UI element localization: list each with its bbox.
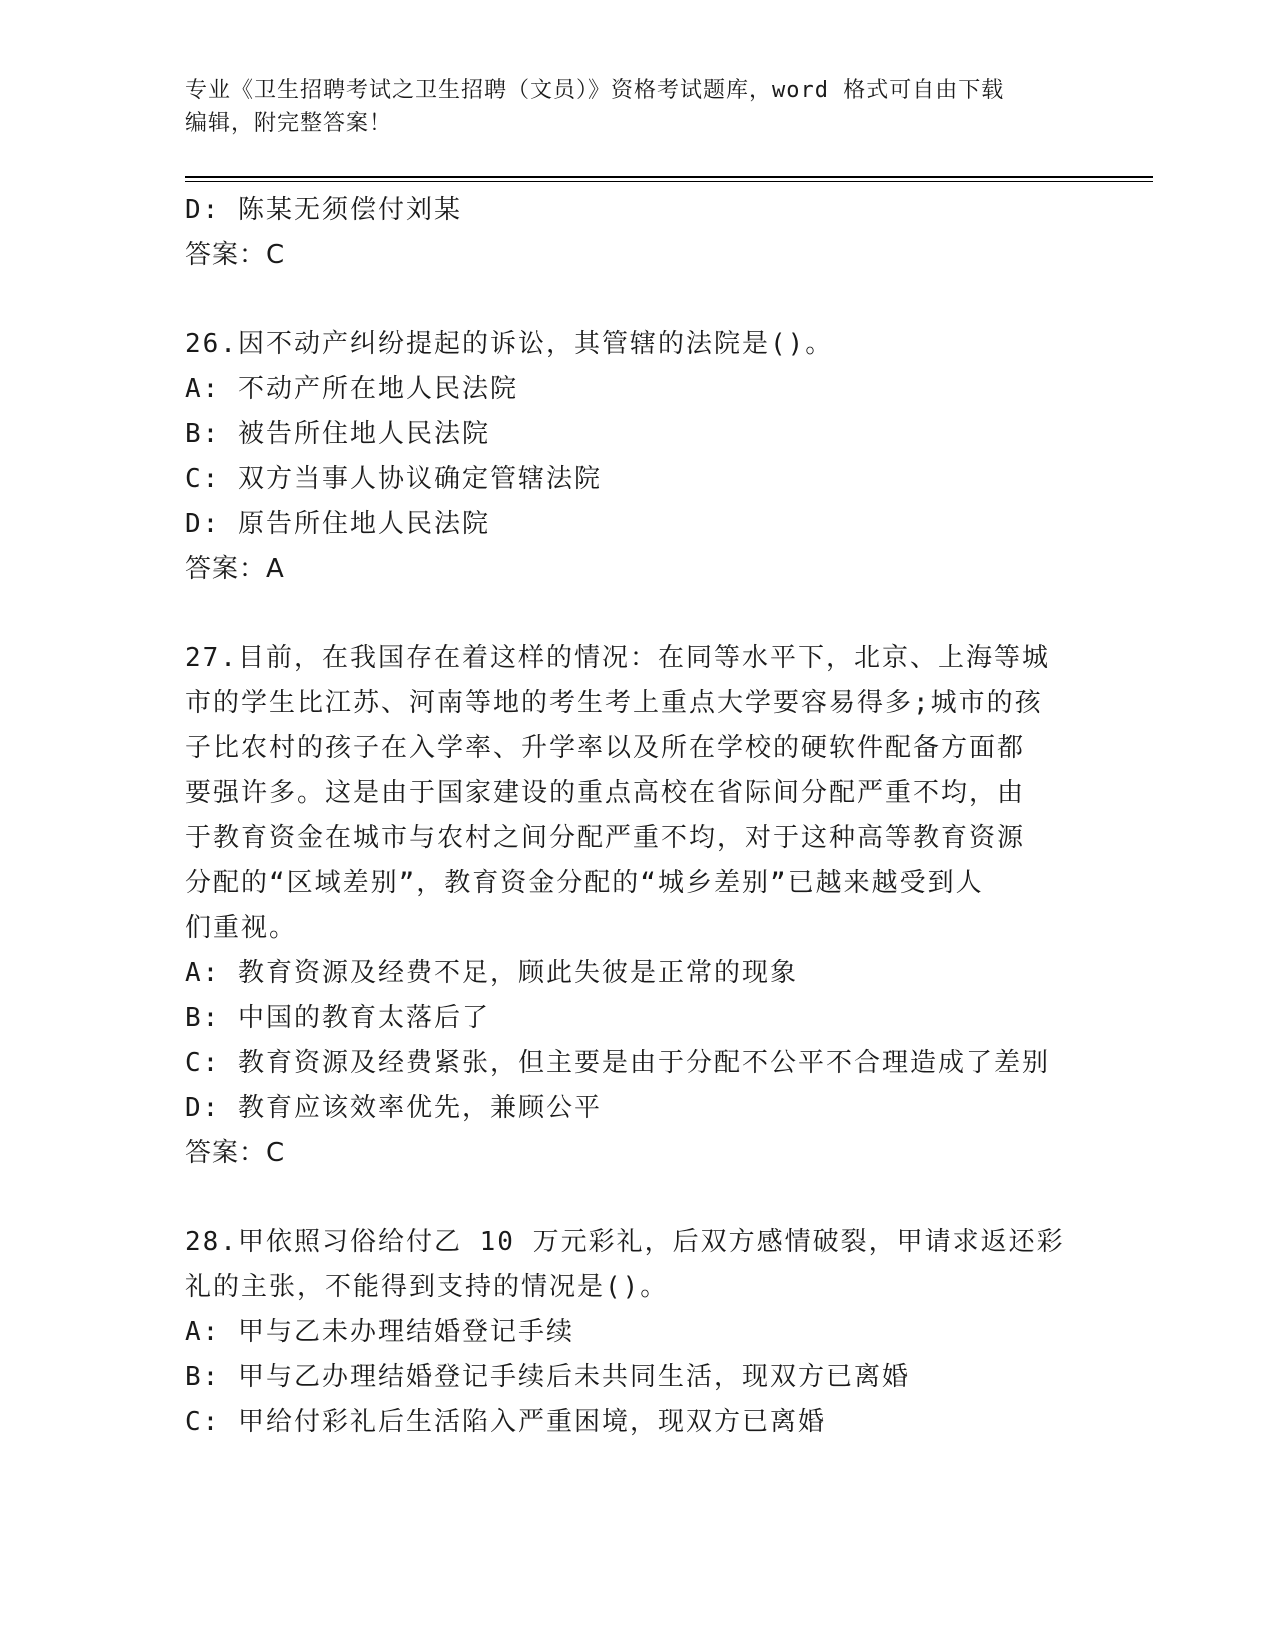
document-header: [185, 74, 1065, 140]
stem-line: 于教育资金在城市与农村之间分配严重不均，对于这种高等教育资源: [185, 823, 1026, 853]
spacer: [185, 592, 1085, 636]
option-b: B: 甲与乙办理结婚登记手续后未共同生活，现双方已离婚: [185, 1362, 910, 1392]
stem-line: 要强许多。这是由于国家建设的重点高校在省际间分配严重不均，由: [185, 778, 1026, 808]
answer-line: 答案：C: [185, 240, 286, 270]
stem-line: 们重视。: [185, 913, 298, 943]
question-26: [185, 322, 1085, 592]
question-stem: [185, 322, 1085, 367]
header-line-1: 专业《卫生招聘考试之卫生招聘（文员）》资格考试题库，word 格式可自由下载: [185, 78, 1005, 103]
option-d: D: 陈某无须偿付刘某: [185, 195, 462, 225]
answer-line: 答案：A: [185, 554, 285, 584]
option-b: B: 中国的教育太落后了: [185, 1003, 490, 1033]
option-d: D: 教育应该效率优先，兼顾公平: [185, 1093, 602, 1123]
option-a: A: 不动产所在地人民法院: [185, 374, 518, 404]
option-c: C: 教育资源及经费紧张，但主要是由于分配不公平不合理造成了差别: [185, 1048, 1050, 1078]
stem-line: 礼的主张，不能得到支持的情况是()。: [185, 1272, 669, 1302]
header-divider-thick: [185, 176, 1153, 178]
question-28: [185, 1220, 1085, 1445]
stem-line: 27.目前，在我国存在着这样的情况：在同等水平下，北京、上海等城: [185, 643, 1050, 673]
question-27: [185, 636, 1085, 1176]
question-content: [185, 188, 1085, 1445]
option-a: A: 教育资源及经费不足，顾此失彼是正常的现象: [185, 958, 798, 988]
spacer: [185, 278, 1085, 322]
answer-line: 答案：C: [185, 1138, 286, 1168]
stem-line: 子比农村的孩子在入学率、升学率以及所在学校的硬软件配备方面都: [185, 733, 1026, 763]
question-stem: [185, 1220, 1085, 1310]
stem-line: 分配的“区域差别”，教育资金分配的“城乡差别”已越来越受到人: [185, 868, 984, 898]
question-stem: [185, 636, 1085, 951]
spacer: [185, 1176, 1085, 1220]
header-line-2: 编辑，附完整答案！: [185, 111, 393, 136]
option-d: D: 原告所住地人民法院: [185, 509, 490, 539]
option-c: C: 双方当事人协议确定管辖法院: [185, 464, 602, 494]
option-c: C: 甲给付彩礼后生活陷入严重困境，现双方已离婚: [185, 1407, 826, 1437]
previous-question-tail: [185, 188, 1085, 278]
stem-line: 市的学生比江苏、河南等地的考生考上重点大学要容易得多;城市的孩: [185, 688, 1043, 718]
header-divider-thin: [185, 181, 1153, 182]
stem-line: 26.因不动产纠纷提起的诉讼，其管辖的法院是()。: [185, 329, 834, 359]
stem-line: 28.甲依照习俗给付乙 10 万元彩礼，后双方感情破裂，甲请求返还彩: [185, 1227, 1065, 1257]
option-a: A: 甲与乙未办理结婚登记手续: [185, 1317, 574, 1347]
option-b: B: 被告所住地人民法院: [185, 419, 490, 449]
